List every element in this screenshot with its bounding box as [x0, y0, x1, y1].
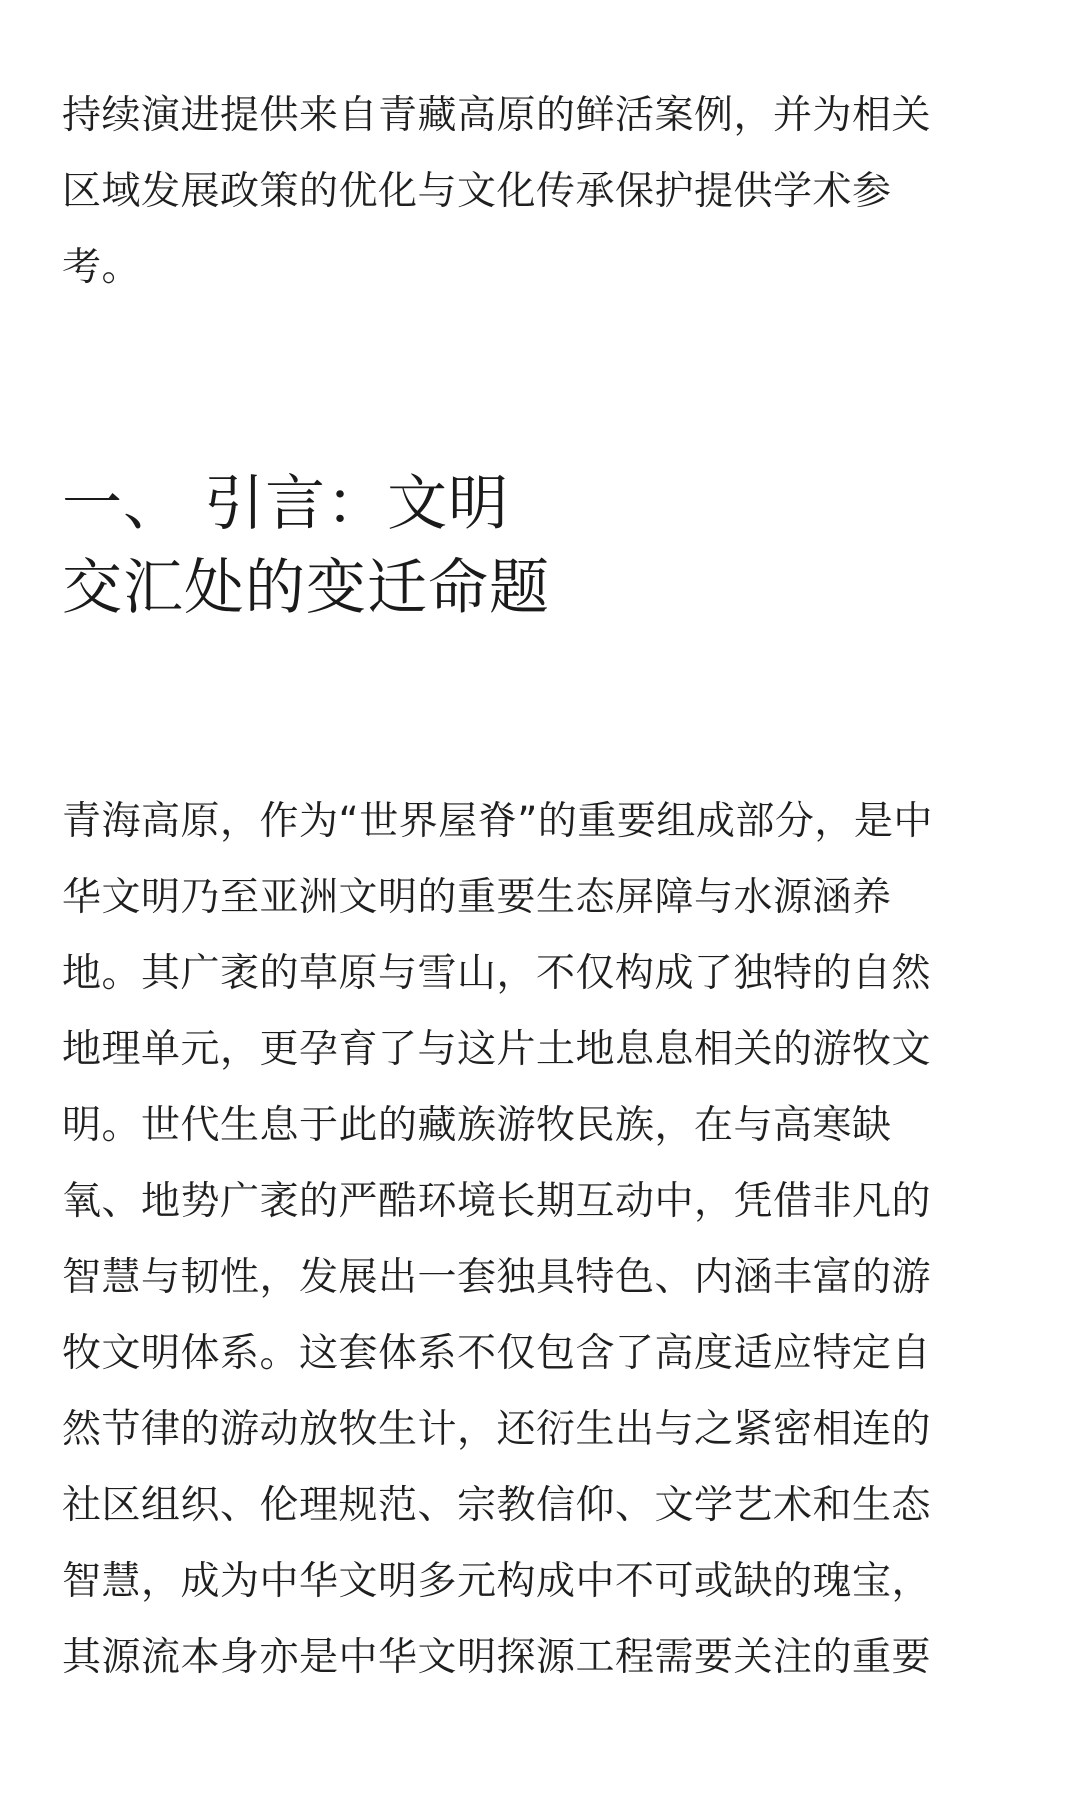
paragraph-line: 华文明乃至亚洲文明的重要生态屏障与水源涵养	[62, 875, 892, 920]
paragraph-line: 智慧与韧性，发展出一套独具特色、内涵丰富的游	[62, 1255, 932, 1300]
paragraph-line: 青海高原，作为“世界屋脊”的重要组成部分，是中	[62, 799, 933, 844]
heading-line: 交汇处的变迁命题	[62, 553, 550, 623]
paragraph-line: 然节律的游动放牧生计，还衍生出与之紧密相连的	[62, 1407, 932, 1452]
paragraph-line: 智慧，成为中华文明多元构成中不可或缺的瑰宝，	[62, 1559, 932, 1604]
paragraph-line: 区域发展政策的优化与文化传承保护提供学术参	[62, 169, 892, 214]
paragraph-line: 社区组织、伦理规范、宗教信仰、文学艺术和生态	[62, 1483, 932, 1528]
paragraph-line: 地理单元，更孕育了与这片土地息息相关的游牧文	[62, 1027, 932, 1072]
paragraph-line: 氧、地势广袤的严酷环境长期互动中，凭借非凡的	[62, 1179, 932, 1224]
paragraph-line: 其源流本身亦是中华文明探源工程需要关注的重要	[62, 1635, 932, 1680]
intro-paragraph	[62, 78, 1030, 306]
paragraph-line: 持续演进提供来自青藏高原的鲜活案例，并为相关	[62, 93, 932, 138]
paragraph-line: 明。世代生息于此的藏族游牧民族，在与高寒缺	[62, 1103, 892, 1148]
body-paragraph	[62, 784, 1030, 1696]
paragraph-line: 地。其广袤的草原与雪山，不仅构成了独特的自然	[62, 951, 932, 996]
section-heading	[62, 462, 550, 630]
paragraph-line: 牧文明体系。这套体系不仅包含了高度适应特定自	[62, 1331, 932, 1376]
paragraph-line: 考。	[62, 245, 142, 290]
heading-line: 一、 引言：文明	[62, 469, 510, 539]
